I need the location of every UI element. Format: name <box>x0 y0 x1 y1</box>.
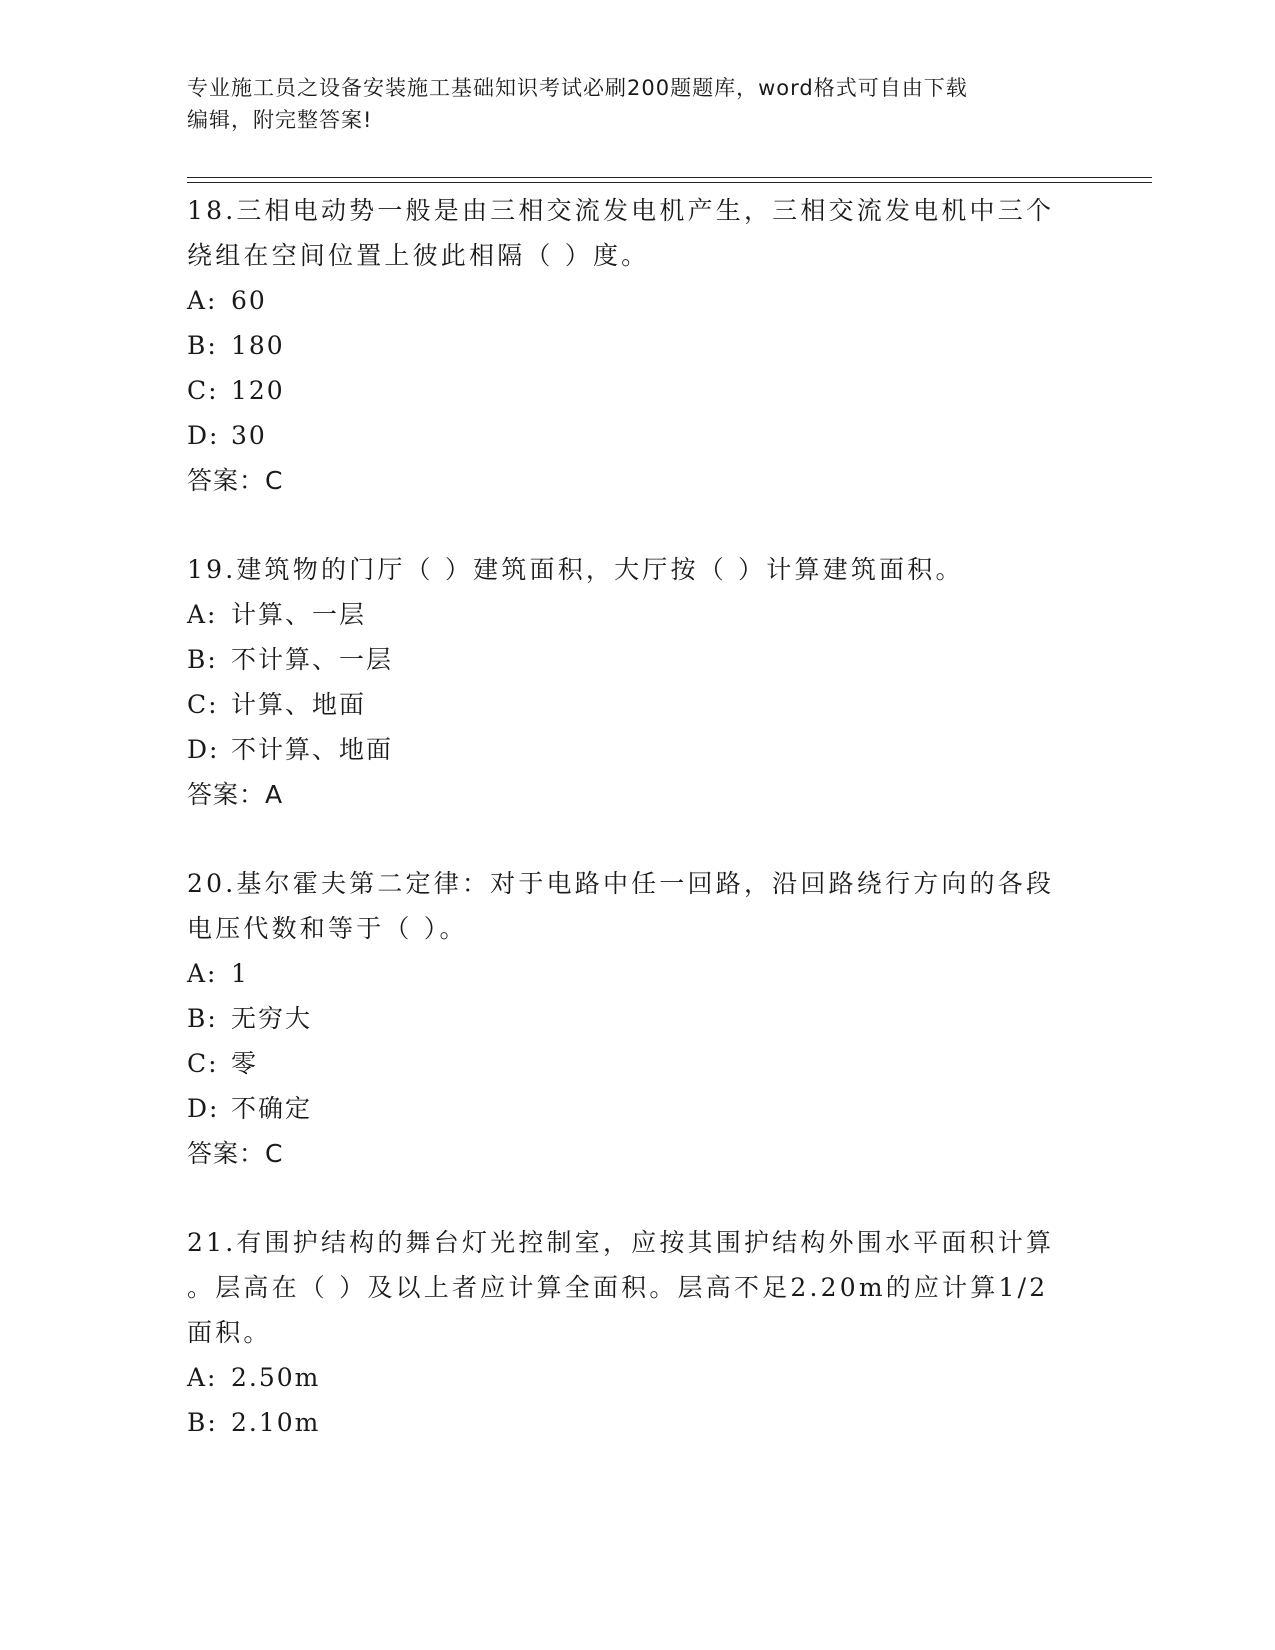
option-c <box>187 682 1087 727</box>
question-stem: 19.建筑物的门厅（ ）建筑面积，大厅按（ ）计算建筑面积。 <box>187 555 964 584</box>
option-d <box>187 1086 1087 1131</box>
option-b <box>187 1400 1087 1445</box>
option-a <box>187 592 1087 637</box>
question-stem: 面积。 <box>187 1318 272 1347</box>
option-text: 60 <box>231 286 267 315</box>
answer-line: 答案：C <box>187 466 284 495</box>
question-list <box>187 188 1087 1489</box>
option-text: 2.50m <box>231 1363 321 1392</box>
option-c <box>187 368 1087 413</box>
question-stem: 。层高在（ ）及以上者应计算全面积。层高不足2.20m的应计算1/2 <box>187 1273 1049 1302</box>
option-b <box>187 996 1087 1041</box>
option-text: 零 <box>231 1049 259 1078</box>
option-d <box>187 413 1087 458</box>
answer-line: 答案：C <box>187 1139 284 1168</box>
option-text: 180 <box>231 331 285 360</box>
header-divider-bottom <box>187 182 1152 183</box>
question-18 <box>187 188 1087 503</box>
option-key: A: <box>187 1363 218 1392</box>
option-key: B: <box>187 1004 218 1033</box>
option-key: B: <box>187 645 218 674</box>
question-stem: 电压代数和等于（ ）。 <box>187 914 468 943</box>
question-20 <box>187 861 1087 1176</box>
option-key: A: <box>187 286 218 315</box>
option-key: A: <box>187 959 218 988</box>
question-19 <box>187 547 1087 817</box>
option-key: D: <box>187 735 220 764</box>
question-stem: 20.基尔霍夫第二定律：对于电路中任一回路，沿回路绕行方向的各段 <box>187 869 1055 898</box>
option-a <box>187 278 1087 323</box>
option-text: 2.10m <box>231 1408 321 1437</box>
option-key: D: <box>187 421 220 450</box>
answer-line: 答案：A <box>187 780 284 809</box>
header-title-line-1: 专业施工员之设备安装施工基础知识考试必刷200题题库，word格式可自由下载 <box>187 76 968 100</box>
option-c <box>187 1041 1087 1086</box>
option-d <box>187 727 1087 772</box>
option-text: 计算、地面 <box>231 690 367 719</box>
option-key: D: <box>187 1094 220 1123</box>
option-text: 不计算、地面 <box>231 735 394 764</box>
question-21 <box>187 1220 1087 1445</box>
option-text: 1 <box>231 959 249 988</box>
option-key: B: <box>187 1408 218 1437</box>
option-text: 120 <box>231 376 285 405</box>
option-key: C: <box>187 376 219 405</box>
question-stem: 18.三相电动势一般是由三相交流发电机产生，三相交流发电机中三个 <box>187 196 1055 225</box>
document-header <box>187 72 1067 136</box>
option-key: C: <box>187 690 219 719</box>
option-text: 不计算、一层 <box>231 645 394 674</box>
option-a <box>187 951 1087 996</box>
option-text: 计算、一层 <box>231 600 367 629</box>
option-b <box>187 323 1087 368</box>
option-text: 不确定 <box>231 1094 313 1123</box>
option-text: 30 <box>231 421 267 450</box>
header-title-line-2: 编辑，附完整答案! <box>187 108 373 132</box>
option-b <box>187 637 1087 682</box>
option-key: B: <box>187 331 218 360</box>
question-stem: 21.有围护结构的舞台灯光控制室，应按其围护结构外围水平面积计算 <box>187 1228 1055 1257</box>
option-key: C: <box>187 1049 219 1078</box>
option-text: 无穷大 <box>231 1004 313 1033</box>
option-key: A: <box>187 600 218 629</box>
question-stem: 绕组在空间位置上彼此相隔（ ）度。 <box>187 241 650 270</box>
option-a <box>187 1355 1087 1400</box>
header-divider-top <box>187 177 1152 178</box>
